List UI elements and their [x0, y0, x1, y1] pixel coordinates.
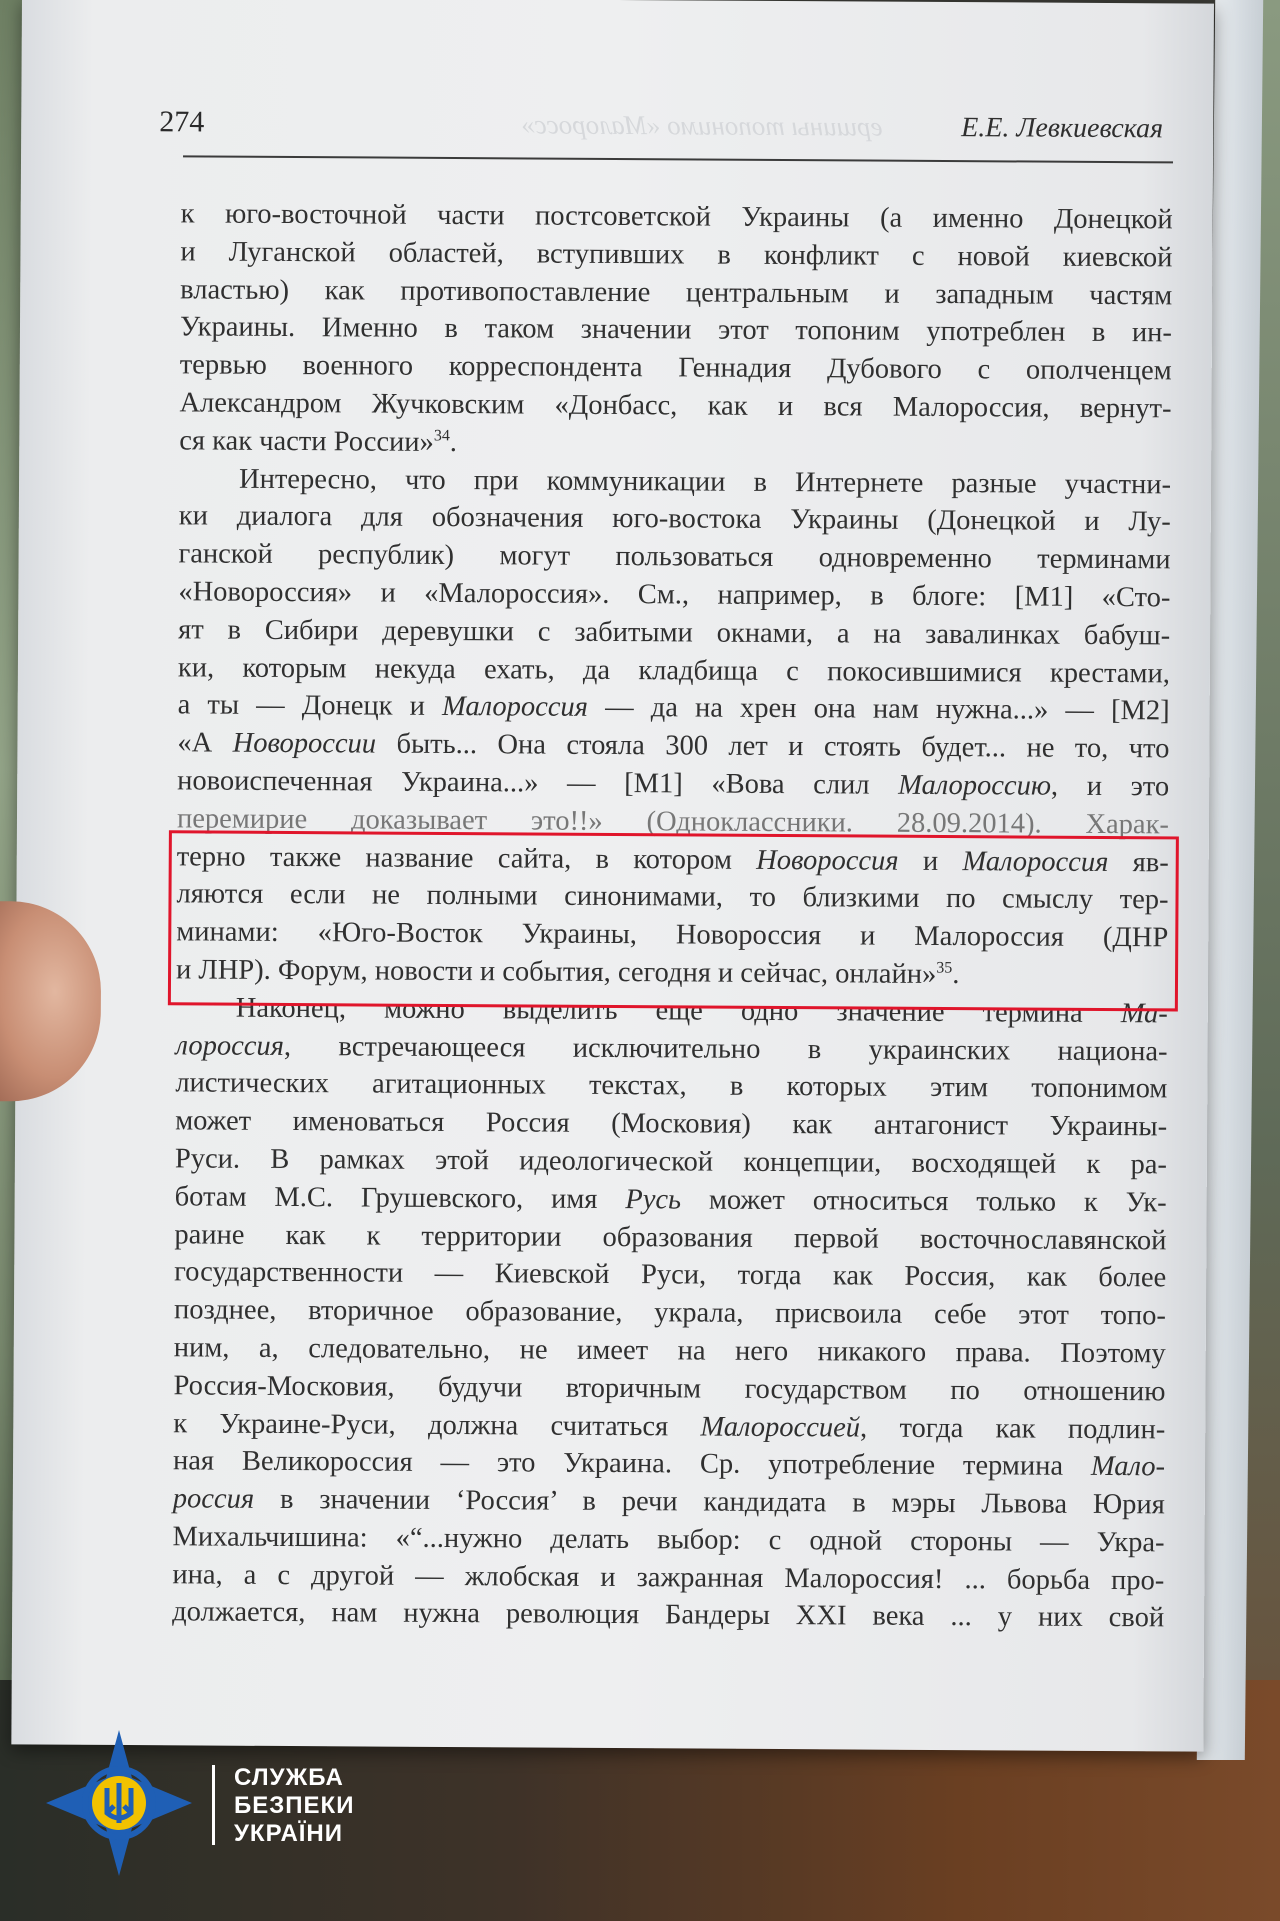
logo-line: БЕЗПЕКИ — [234, 1792, 355, 1819]
text-run: ботам М.С. Грушевского, имя — [174, 1181, 626, 1215]
text-run: и — [898, 845, 963, 877]
text-line: ся как части России»$^{34}$. — [179, 425, 458, 458]
italic-term: Русь — [625, 1183, 682, 1216]
text-run: — да на хрен она нам нужна...» — [M2] — [587, 692, 1170, 727]
sbu-emblem-icon — [44, 1728, 194, 1878]
text-run: быть... Она стояла 300 лет и стоять будет... не то, что — [376, 728, 1170, 765]
text-run: ная Великороссия — это Украина. Ср. употребление термина — [172, 1445, 1092, 1483]
italic-term: Мало- — [1090, 1451, 1166, 1483]
text-run: к Украине-Руси, должна считаться — [173, 1407, 701, 1443]
book-page — [11, 0, 1214, 1752]
text-run: , и это — [1050, 770, 1170, 803]
text-run: , встречающееся исключительно в украинских национа- — [283, 1030, 1168, 1067]
text-line — [173, 1443, 1165, 1487]
text-run: терно также название сайта, в котором — [176, 840, 757, 876]
text-line: и Луганской областей, вступивших в конфликт с новой киевской — [180, 236, 1173, 274]
italic-term: Новороссии — [232, 727, 377, 760]
text-line: Интересно, что при коммуникации в Интернете разные участни- — [238, 463, 1172, 500]
text-line — [177, 724, 1169, 768]
text-line: Руси. В рамках этой идеологической концепции, восходящей к ра- — [174, 1143, 1167, 1181]
bleed-through-text: ершины топонимо «Малоросс» — [521, 109, 883, 142]
text-line: ляются если не полными синонимами, то близкими по смыслу тер- — [176, 878, 1169, 916]
text-line — [175, 1178, 1167, 1222]
text-line — [173, 1480, 1165, 1524]
italic-term: Ма- — [1120, 997, 1168, 1030]
text-run: «А — [177, 727, 233, 759]
text-line: Александром Жучковским «Донбасс, как и вся Малороссия, вернут- — [179, 387, 1172, 425]
text-line: минами: «Юго-Восток Украины, Новороссия и Малороссия (ДНР — [176, 916, 1169, 954]
text-line — [178, 687, 1170, 731]
logo-line: СЛУЖБА — [234, 1764, 344, 1791]
text-line: перемирие доказывает это!!» (Одноклассники. 28.09.2014). Харак- — [176, 803, 1170, 841]
text-line: ина, а с другой — жлобская и зажранная Малороссия! ... борьба про- — [172, 1558, 1165, 1597]
sbu-logo-text — [234, 1764, 354, 1848]
text-line: раине как к территории образования первой восточнославянской — [174, 1218, 1167, 1256]
text-line: должается, нам нужна революция Бандеры XXI века ... у них свой — [172, 1596, 1165, 1634]
italic-term: россия — [172, 1483, 255, 1515]
text-line: к юго-восточной части постсоветской Украины (а именно Донецкой — [180, 198, 1173, 236]
footnote-ref: 34 — [433, 427, 450, 445]
text-line: Михальчишина: «“...нужно делать выбор: с одной стороны — Укра- — [172, 1521, 1165, 1559]
text-line: позднее, вторичное образование, украла, присвоила себе этот топо- — [173, 1294, 1167, 1332]
text-line: может именоваться Россия (Московия) как антагонист Украины- — [175, 1105, 1168, 1143]
text-line: ки, которым некуда ехать, да кладбища с покосившимися крестами, — [177, 651, 1170, 689]
finger — [0, 901, 101, 1102]
highlight-box — [168, 830, 1179, 1011]
text-run: Наконец, можно выделить еще одно значение термина — [235, 992, 1121, 1029]
text-line: и ЛНР). Форум, новости и события, сегодня и сейчас, онлайн»$^{35}$. — [175, 954, 960, 991]
italic-term: Малороссию — [898, 769, 1052, 802]
italic-term: Малороссией — [700, 1411, 861, 1444]
text-line: ки диалога для обозначения юго-востока Украины (Донецкой и Лу- — [178, 500, 1171, 538]
text-line: властью) как противопоставление центральным и западным частям — [180, 273, 1173, 311]
running-head-author: Е.Е. Левкиевская — [961, 112, 1164, 145]
text-run: , тогда как подлин- — [859, 1412, 1166, 1445]
text-line: тервью военного корреспондента Геннадия Дубового с ополченцем — [179, 349, 1172, 387]
text-run: ся как части России» — [179, 425, 434, 458]
text-line — [175, 1027, 1167, 1071]
text-run: новоиспеченная Украина...» — [M1] «Вова слил — [177, 765, 899, 801]
footnote-ref: 35 — [936, 959, 953, 977]
italic-term: лороссия — [175, 1029, 285, 1062]
text-run: а ты — Донецк и — [177, 689, 443, 723]
logo-separator — [212, 1765, 215, 1845]
text-line: ят в Сибири деревушки с забитыми окнами, а на завалинках бабуш- — [178, 614, 1171, 652]
text-run: в значении ‘Россия’ в речи кандидата в мэры Львова Юрия — [254, 1483, 1165, 1521]
text-line: государственности — Киевской Руси, тогда как Россия, как более — [174, 1256, 1167, 1294]
text-line: Россия-Московия, будучи вторичным государством по отношению — [173, 1370, 1166, 1408]
text-line — [173, 1405, 1165, 1449]
italic-term: Новороссия — [756, 844, 899, 877]
text-run: яв- — [1108, 846, 1169, 878]
text-run: и ЛНР). Форум, новости и события, сегодня и сейчас, онлайн» — [175, 954, 937, 990]
text-run: может относиться только к Ук- — [680, 1184, 1167, 1219]
text-line — [177, 762, 1169, 806]
text-line: ним, а, следовательно, не имеет на него никакого права. Поэтому — [173, 1332, 1166, 1370]
header-rule — [183, 155, 1173, 163]
logo-line: УКРАЇНИ — [234, 1820, 344, 1847]
italic-term: Малороссия — [441, 691, 589, 724]
page-number: 274 — [159, 105, 205, 139]
text-line: «Новороссия» и «Малороссия». См., например, в блоге: [M1] «Сто- — [178, 576, 1171, 614]
text-line: ганской республик) могут пользоваться одновременно терминами — [178, 538, 1171, 576]
italic-term: Малороссия — [962, 845, 1109, 878]
text-line: Украины. Именно в таком значении этот топоним употреблен в ин- — [179, 311, 1173, 349]
text-line: листических агитационных текстах, в которых этим топонимом — [175, 1067, 1168, 1105]
